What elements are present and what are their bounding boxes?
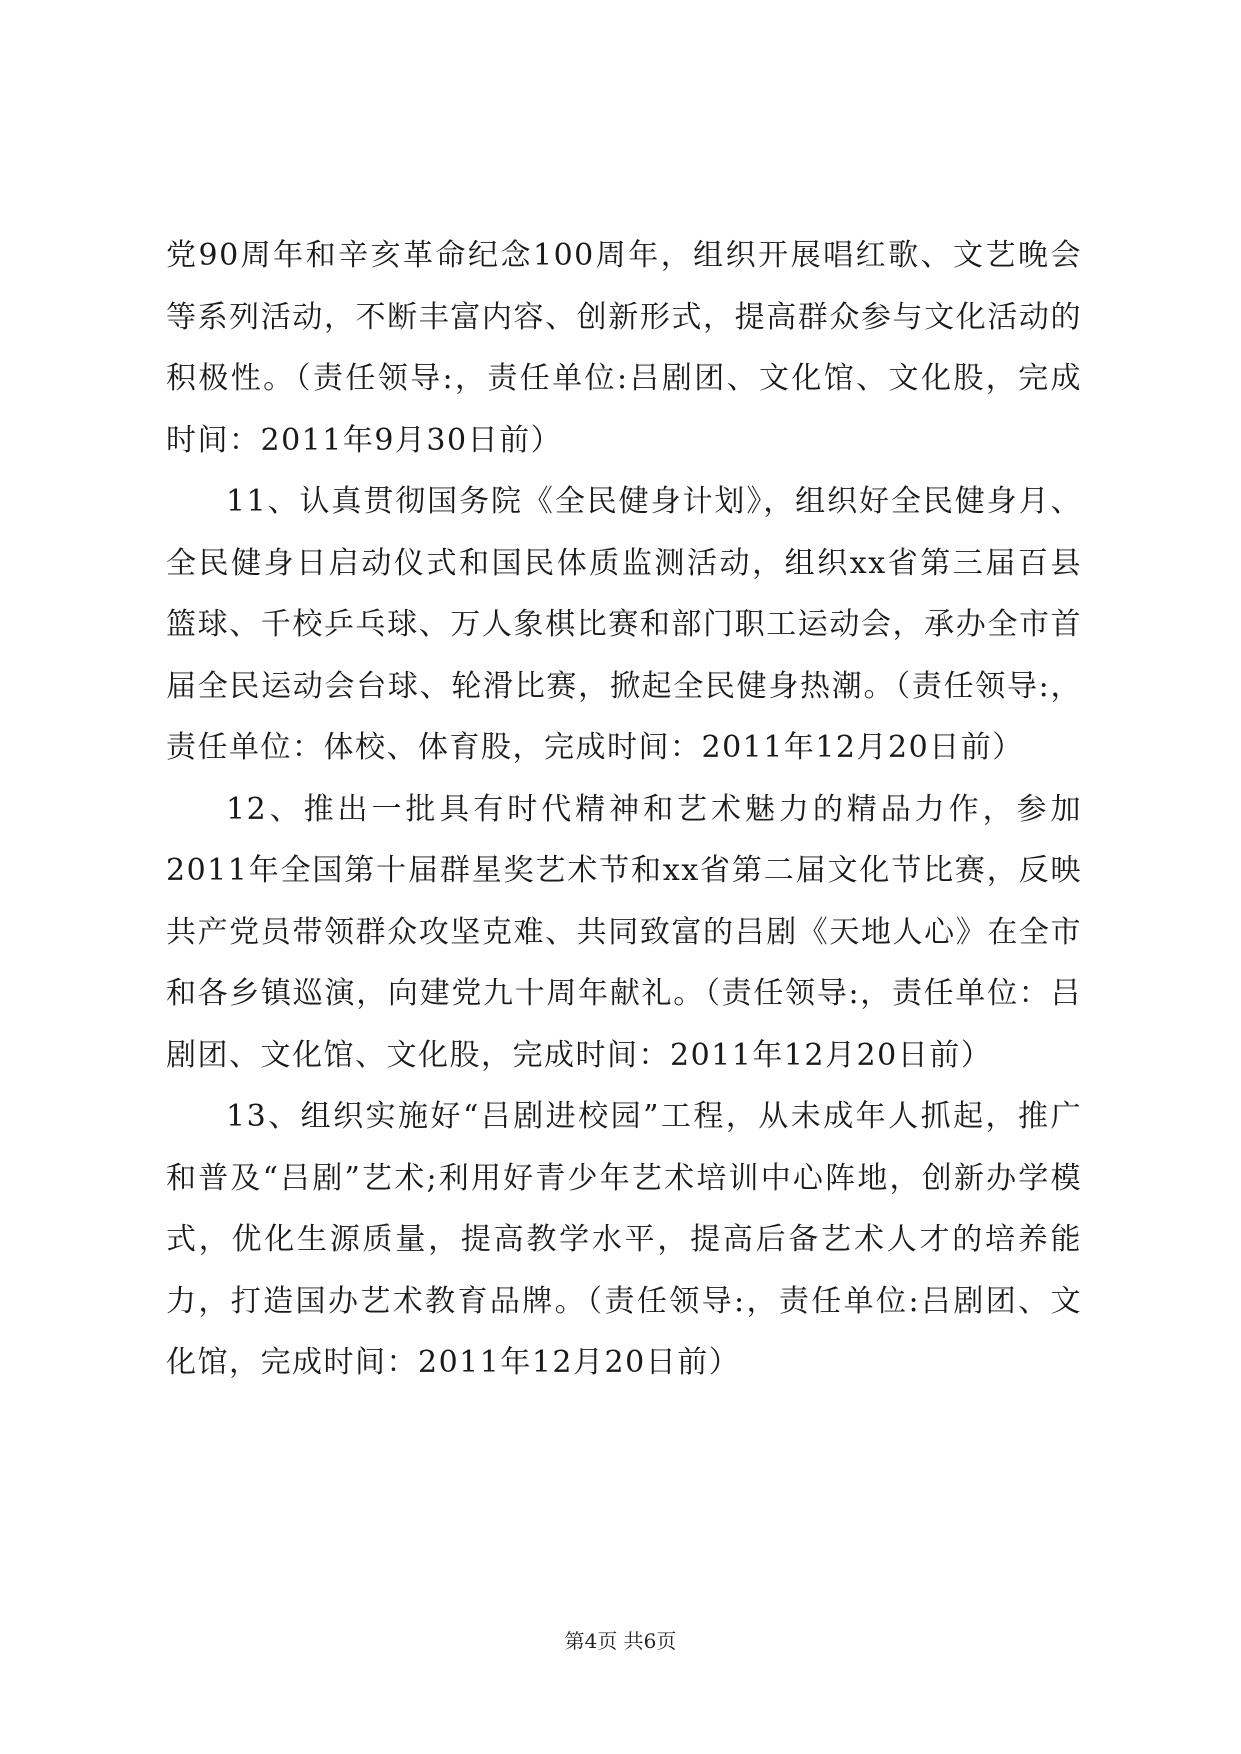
page-number-label: 第4页 共6页	[564, 1629, 677, 1653]
paragraph-item-13: 13、组织实施好“吕剧进校园”工程，从未成年人抓起，推广和普及“吕剧”艺术;利用好青少年艺术培训中心阵地，创新办学模式，优化生源质量，提高教学水平，提高后备艺术人才的培养能力，打造国办艺术教育品牌。（责任领导:，责任单位:吕剧团、文化馆，完成时间：2011年12月20日前）	[166, 1099, 1082, 1380]
document-body	[166, 225, 1082, 1394]
paragraph-continuation: 党90周年和辛亥革命纪念100周年，组织开展唱红歌、文艺晚会等系列活动，不断丰富内容、创新形式，提高群众参与文化活动的积极性。（责任领导:，责任单位:吕剧团、文化馆、文化股，完成时间：2011年9月30日前）	[166, 238, 1082, 458]
page-footer	[0, 1625, 1241, 1654]
paragraph-item-11: 11、认真贯彻国务院《全民健身计划》，组织好全民健身月、全民健身日启动仪式和国民体质监测活动，组织xx省第三届百县篮球、千校乒乓球、万人象棋比赛和部门职工运动会，承办全市首届全民运动会台球、轮滑比赛，掀起全民健身热潮。（责任领导:，责任单位：体校、体育股，完成时间：2011年12月20日前）	[166, 484, 1082, 765]
paragraph-item-12: 12、推出一批具有时代精神和艺术魅力的精品力作，参加2011年全国第十届群星奖艺术节和xx省第二届文化节比赛，反映共产党员带领群众攻坚克难、共同致富的吕剧《天地人心》在全市和各乡镇巡演，向建党九十周年献礼。（责任领导:，责任单位：吕剧团、文化馆、文化股，完成时间：2011年12月20日前）	[166, 791, 1082, 1073]
